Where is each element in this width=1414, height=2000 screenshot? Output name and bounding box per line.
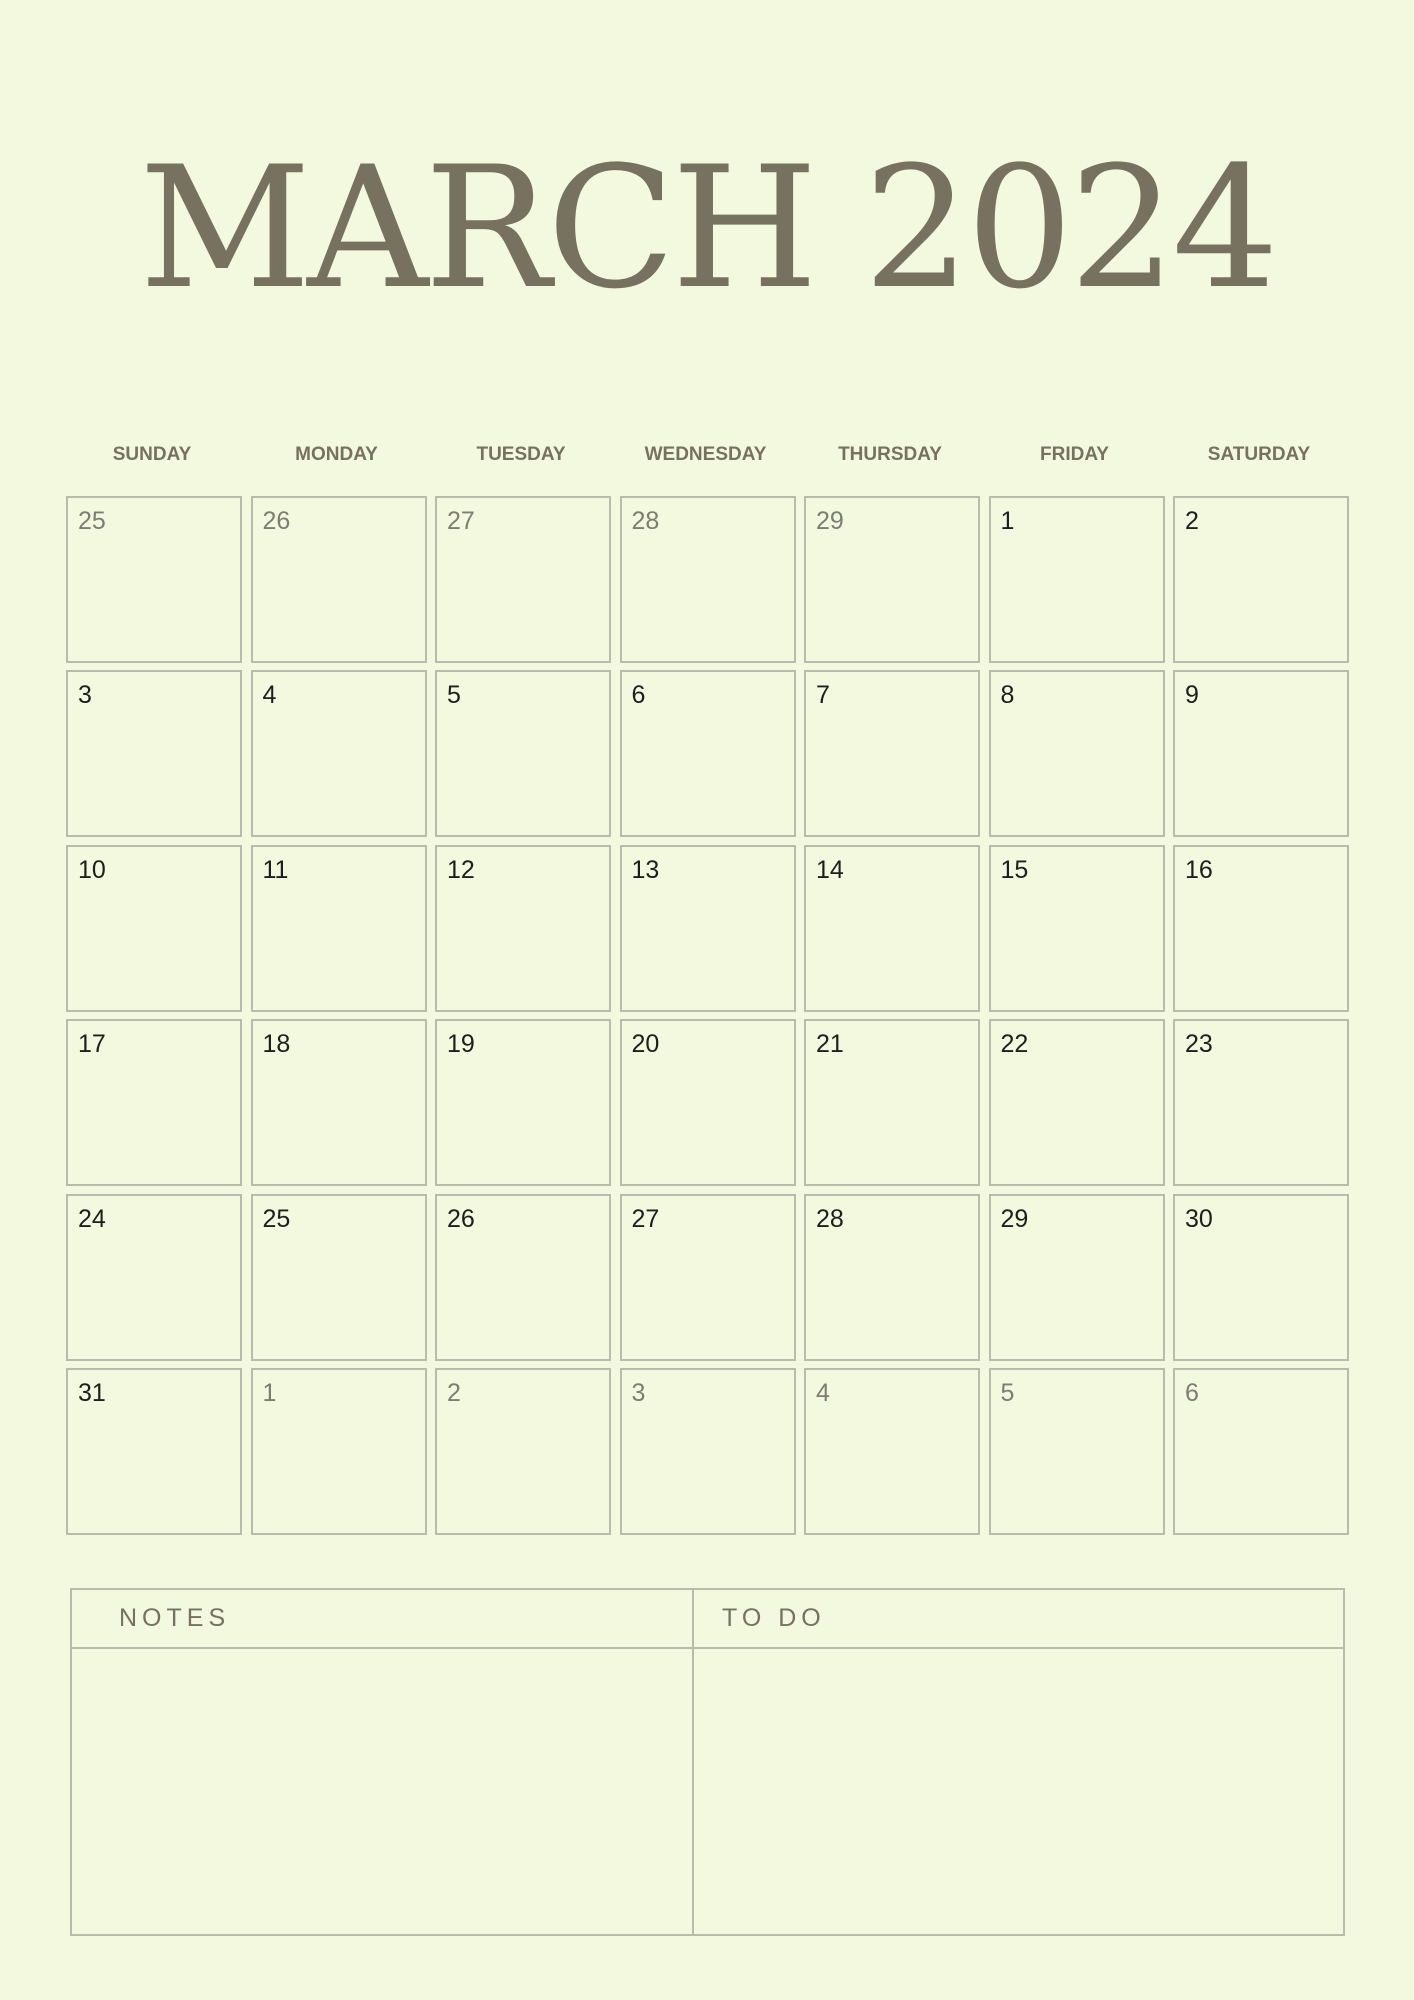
day-number: 25: [78, 507, 106, 535]
calendar-day-cell[interactable]: [251, 845, 427, 1012]
calendar-day-cell[interactable]: [1173, 1019, 1349, 1186]
day-number: 8: [1000, 681, 1015, 710]
day-number: 24: [78, 1204, 106, 1233]
calendar-day-cell[interactable]: [620, 1019, 796, 1186]
day-number: 3: [78, 681, 92, 710]
calendar-day-cell[interactable]: [1173, 1368, 1349, 1535]
calendar-day-cell[interactable]: [804, 845, 980, 1012]
calendar-day-cell[interactable]: [989, 1019, 1165, 1186]
weekday-label: FRIDAY: [1040, 444, 1109, 465]
day-number: 29: [1000, 1204, 1029, 1233]
calendar-day-cell[interactable]: [435, 1368, 611, 1535]
calendar-day-cell[interactable]: [1173, 1194, 1349, 1361]
day-number: 4: [262, 681, 277, 710]
day-number: 27: [631, 1204, 660, 1233]
weekday-label: MONDAY: [295, 444, 378, 465]
notes-todo-panel: [70, 1588, 1345, 1936]
calendar-day-cell[interactable]: [620, 1194, 796, 1361]
day-number: 12: [447, 855, 475, 884]
calendar-day-cell[interactable]: [66, 1194, 242, 1361]
day-number: 11: [262, 855, 289, 884]
calendar-day-cell[interactable]: [620, 845, 796, 1012]
weekday-label: SATURDAY: [1207, 444, 1311, 465]
day-number: 4: [816, 1379, 830, 1407]
day-number: 18: [262, 1030, 291, 1059]
calendar-day-cell[interactable]: [435, 496, 611, 663]
calendar-day-cell[interactable]: [989, 1368, 1165, 1535]
day-number: 13: [631, 855, 660, 884]
calendar-day-cell[interactable]: [66, 845, 242, 1012]
calendar-day-cell[interactable]: [804, 1019, 980, 1186]
calendar-day-cell[interactable]: [620, 670, 796, 837]
calendar-day-cell[interactable]: [804, 1194, 980, 1361]
notes-area[interactable]: [72, 1649, 692, 1936]
calendar-day-cell[interactable]: [989, 670, 1165, 837]
day-number: 17: [78, 1030, 106, 1059]
notes-label: NOTES: [119, 1604, 231, 1632]
day-number: 28: [816, 1204, 844, 1233]
day-number: 5: [1000, 1379, 1015, 1407]
calendar-day-cell[interactable]: [989, 1194, 1165, 1361]
calendar-day-cell[interactable]: [620, 496, 796, 663]
day-number: 31: [78, 1379, 106, 1407]
day-number: 26: [262, 507, 291, 535]
day-number: 2: [447, 1379, 461, 1407]
calendar-grid: [66, 496, 1349, 1532]
calendar-day-cell[interactable]: [251, 670, 427, 837]
calendar-day-cell[interactable]: [1173, 670, 1349, 837]
day-number: 5: [447, 681, 461, 710]
weekday-header-row: [66, 440, 1349, 470]
day-number: 7: [816, 681, 830, 710]
day-number: 30: [1185, 1204, 1213, 1233]
calendar-day-cell[interactable]: [66, 1368, 242, 1535]
calendar-day-cell[interactable]: [251, 1019, 427, 1186]
day-number: 10: [78, 855, 106, 884]
day-number: 23: [1185, 1030, 1213, 1059]
calendar-day-cell[interactable]: [804, 1368, 980, 1535]
weekday-label: TUESDAY: [476, 444, 566, 465]
day-number: 29: [816, 507, 844, 535]
calendar-day-cell[interactable]: [66, 1019, 242, 1186]
day-number: 26: [447, 1204, 475, 1233]
day-number: 19: [447, 1030, 475, 1059]
calendar-day-cell[interactable]: [1173, 845, 1349, 1012]
calendar-day-cell[interactable]: [435, 670, 611, 837]
day-number: 27: [447, 507, 475, 535]
day-number: 21: [816, 1030, 844, 1059]
day-number: 3: [631, 1379, 646, 1407]
weekday-label: THURSDAY: [838, 444, 942, 465]
todo-label: TO DO: [722, 1604, 826, 1632]
calendar-day-cell[interactable]: [66, 496, 242, 663]
day-number: 28: [631, 507, 660, 535]
day-number: 6: [1185, 1379, 1199, 1407]
day-number: 15: [1000, 855, 1029, 884]
calendar-day-cell[interactable]: [435, 845, 611, 1012]
day-number: 20: [631, 1030, 660, 1059]
calendar-day-cell[interactable]: [251, 496, 427, 663]
day-number: 1: [1000, 507, 1015, 535]
day-number: 1: [262, 1379, 277, 1407]
calendar-day-cell[interactable]: [66, 670, 242, 837]
calendar-day-cell[interactable]: [620, 1368, 796, 1535]
calendar-day-cell[interactable]: [1173, 496, 1349, 663]
day-number: 14: [816, 855, 844, 884]
day-number: 22: [1000, 1030, 1029, 1059]
day-number: 2: [1185, 507, 1199, 535]
calendar-day-cell[interactable]: [804, 670, 980, 837]
calendar-day-cell[interactable]: [435, 1194, 611, 1361]
day-number: 6: [631, 681, 646, 710]
calendar-day-cell[interactable]: [251, 1368, 427, 1535]
calendar-day-cell[interactable]: [989, 496, 1165, 663]
calendar-day-cell[interactable]: [251, 1194, 427, 1361]
day-number: 25: [262, 1204, 291, 1233]
day-number: 9: [1185, 681, 1199, 710]
weekday-label: WEDNESDAY: [644, 444, 767, 465]
calendar-day-cell[interactable]: [435, 1019, 611, 1186]
page-title: MARCH 2024: [139, 130, 1275, 326]
todo-area[interactable]: [694, 1649, 1345, 1936]
calendar-day-cell[interactable]: [804, 496, 980, 663]
day-number: 16: [1185, 855, 1213, 884]
weekday-label: SUNDAY: [112, 444, 192, 465]
calendar-day-cell[interactable]: [989, 845, 1165, 1012]
